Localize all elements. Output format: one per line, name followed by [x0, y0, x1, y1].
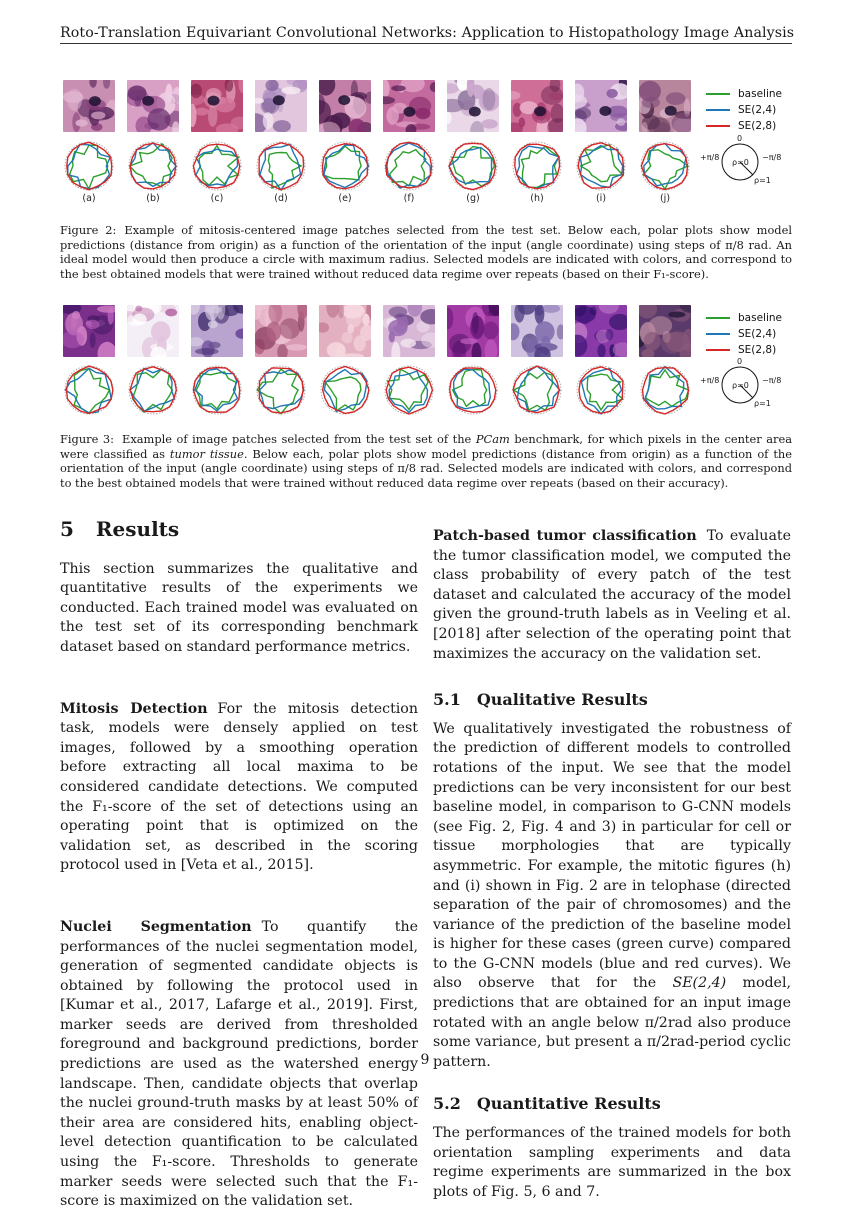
polar-series-baseline [199, 146, 239, 186]
image-patch [511, 80, 563, 132]
caption-text: benchmark, for which pixels in the center area were classified as [60, 432, 792, 461]
legend-item-baseline [706, 310, 782, 326]
image-patch [127, 305, 179, 357]
panel-label: (d) [274, 193, 288, 204]
polar-plot [636, 361, 694, 419]
paragraph-heading: Patch-based tumor classification [433, 528, 697, 544]
angle-key [700, 136, 780, 188]
subsection-title: Qualitative Results [476, 690, 648, 710]
paragraph-text: To evaluate the tumor classification model, we computed the class probability of every patch of the test dataset and calculated the accuracy of the model given the ground-truth labels as in Veeling et al. [2018] after selection of the operating point that maximizes the accuracy on the validation set. [433, 528, 792, 662]
polar-plot [252, 361, 310, 419]
polar-plot [508, 361, 566, 419]
polar-series-baseline [325, 377, 361, 411]
image-patch [575, 305, 627, 357]
polar-series-se24 [195, 369, 238, 411]
caption-label: Figure 2: [60, 223, 117, 237]
image-patch [127, 80, 179, 132]
polar-series-se28 [67, 366, 113, 413]
figure-2-caption [60, 223, 792, 281]
legend-swatch-se28 [706, 349, 730, 351]
caption-text: Below each, polar plots show model predictions (distance from origin) as a function of the orientation of the input (angle coordinate) using steps of π/8 rad. Selected models are indicated with colors, and correspond to the best obtained models that were trained without reduced data regime over repeats (based on their accuracy). [60, 446, 792, 490]
legend-label: baseline [738, 312, 782, 324]
subsection-title: Quantitative Results [476, 1094, 661, 1114]
image-patch [191, 305, 243, 357]
legend-swatch-baseline [706, 317, 730, 319]
angle-key-label: 0 [737, 357, 743, 366]
section-heading [60, 517, 418, 541]
caption-label: Figure 3: [60, 432, 114, 446]
legend-swatch-baseline [706, 93, 730, 95]
polar-plot [124, 137, 182, 195]
caption-emphasis: tumor tissue. [169, 446, 248, 461]
polar-plot [444, 361, 502, 419]
image-patch [255, 80, 307, 132]
figure-2-legend [706, 86, 782, 134]
panel-label: (f) [403, 193, 415, 204]
section-title: Results [95, 517, 180, 541]
legend-swatch-se28 [706, 125, 730, 127]
panel-label: (h) [530, 193, 544, 204]
panel-label: (g) [466, 193, 480, 204]
paragraph-emphasis: SE(2,4) [672, 975, 727, 992]
polar-plot [508, 137, 566, 195]
legend-item-se24 [706, 102, 782, 118]
paragraph-patch [433, 527, 791, 664]
angle-key-label: −π/8 [762, 376, 782, 385]
polar-plot [60, 137, 118, 195]
polar-plot [316, 361, 374, 419]
caption-emphasis: PCam [475, 432, 510, 446]
legend-label: SE(2,4) [738, 328, 777, 340]
polar-plot [380, 361, 438, 419]
image-patch [383, 305, 435, 357]
figure-3-legend [706, 310, 782, 358]
polar-plot [60, 361, 118, 419]
legend-label: SE(2,8) [738, 344, 777, 356]
image-patch [447, 80, 499, 132]
subsection-number: 5.1 [433, 690, 461, 710]
right-column [433, 527, 791, 1202]
image-patch [191, 80, 243, 132]
image-patch [63, 305, 115, 357]
panel-label: (j) [659, 193, 671, 204]
angle-key-label: +π/8 [700, 153, 720, 162]
subsection-number: 5.2 [433, 1094, 461, 1114]
legend-label: SE(2,8) [738, 120, 777, 132]
image-patch [511, 305, 563, 357]
paragraph-text: For the mitosis detection task, models were densely applied on test images, followed by a smoothing operation before extracting all local maxima to be considered candidate detections. We computed the F₁-score of the set of detections using an operating point that is optimized on the validation set, as described in the scoring protocol used in [Veta et al., 2015]. [60, 700, 418, 874]
polar-plot [636, 137, 694, 195]
image-patch [639, 305, 691, 357]
legend-item-baseline [706, 86, 782, 102]
panel-label: (b) [146, 193, 160, 204]
subsection-heading [433, 1094, 791, 1114]
image-patch [639, 80, 691, 132]
image-patch [63, 80, 115, 132]
legend-swatch-se24 [706, 109, 730, 111]
image-patch [383, 80, 435, 132]
polar-plot [380, 137, 438, 195]
paragraph-intro: This section summarizes the qualitative and quantitative results of the experiments we conducted. Each trained model was evaluated on the test set of its corresponding benchmark dataset based on standard performance metrics. [60, 560, 418, 655]
angle-key [700, 359, 780, 411]
panel-label: (c) [210, 193, 224, 204]
image-patch [319, 80, 371, 132]
image-patch [575, 80, 627, 132]
paragraph-mitosis [60, 700, 418, 876]
panel-label: (a) [82, 193, 96, 204]
angle-key-label: −π/8 [762, 153, 782, 162]
polar-plot [572, 137, 630, 195]
angle-key-label: ρ=1 [754, 399, 771, 408]
paragraph-heading: Mitosis Detection [60, 700, 208, 717]
subsection-heading [433, 690, 791, 710]
legend-item-se24 [706, 326, 782, 342]
polar-series-baseline [390, 150, 426, 186]
paragraph-text: We qualitatively investigated the robustness of the prediction of different models to controlled rotations of the input. We see that the model predictions can be very inconsistent for our best baseline model, in comparison to G-CNN models (see Fig. 2, Fig. 4 and 3) in particular for cell or tissue morphologies that are typically asymmetric. For example, the mitotic figures (h) and (i) shown in Fig. 2 are in telophase (directed separation of the pair of chromosomes) and the variance of the prediction of the baseline model is higher for these cases (green curve) compared to the G-CNN models (blue and red curves). We also observe that for the [433, 720, 791, 992]
legend-item-se28 [706, 118, 782, 134]
polar-plot [188, 137, 246, 195]
image-patch [255, 305, 307, 357]
paragraph-heading: Nuclei Segmentation [60, 918, 252, 935]
polar-plot [316, 137, 374, 195]
polar-plot [444, 137, 502, 195]
angle-key-label: ρ=1 [754, 176, 771, 185]
legend-label: SE(2,4) [738, 104, 777, 116]
angle-key-label: ρ=0 [732, 158, 749, 167]
polar-plot [252, 137, 310, 195]
polar-plot [124, 361, 182, 419]
image-patch [319, 305, 371, 357]
legend-swatch-se24 [706, 333, 730, 335]
running-head: Roto-Translation Equivariant Convolutional Networks: Application to Histopathology Image Analysis [60, 25, 795, 41]
paragraph-qualitative [433, 720, 791, 1073]
section-number: 5 [60, 517, 74, 541]
paragraph-text: model, predictions that are obtained for an input image rotated with an angle below π/2rad also produce some variance, but present a π/2rad-period cyclic pattern. [433, 975, 792, 1070]
angle-key-label: +π/8 [700, 376, 720, 385]
legend-item-se28 [706, 342, 782, 358]
polar-plot [188, 361, 246, 419]
paragraph-text: To quantify the performances of the nuclei segmentation model, generation of segmented candidate objects is obtained by following the protocol used in [Kumar et al., 2017, Lafarge et al., 2019]. First, marker seeds are derived from thresholded foreground and background predictions, border predictions are used as the watershed energy landscape. Then, candidate objects that overlap the nuclei ground-truth masks by at least 50% of their area are considered hits, enabling object-level detection quantification to be calculated using the F₁-score. Thresholds to generate marker seeds were selected such that the F₁-score is maximized on the validation set. [60, 918, 418, 1210]
panel-label: (i) [595, 193, 607, 204]
legend-label: baseline [738, 88, 782, 100]
caption-text: Example of image patches selected from the test set of the [122, 432, 472, 446]
angle-key-label: ρ=0 [732, 381, 749, 390]
panel-label: (e) [338, 193, 352, 204]
image-patch [447, 305, 499, 357]
angle-key-label: 0 [737, 134, 743, 143]
page-number: 9 [420, 1052, 430, 1068]
paragraph-quantitative: The performances of the trained models for both orientation sampling experiments and data regime experiments are summarized in the box plots of Fig. 5, 6 and 7. [433, 1125, 791, 1200]
figure-3-caption [60, 432, 792, 490]
left-column [60, 517, 418, 1212]
polar-plot [572, 361, 630, 419]
caption-text: Example of mitosis-centered image patches selected from the test set. Below each, polar plots show model predictions (distance from origin) as a function of the orientation of the input (angle coordinate) using steps of π/8 rad. An ideal model would then produce a circle with maximum radius. Selected models are indicated with colors, and correspond to the best obtained models that were trained without reduced data regime over repeats (based on their F₁-score). [60, 223, 792, 281]
